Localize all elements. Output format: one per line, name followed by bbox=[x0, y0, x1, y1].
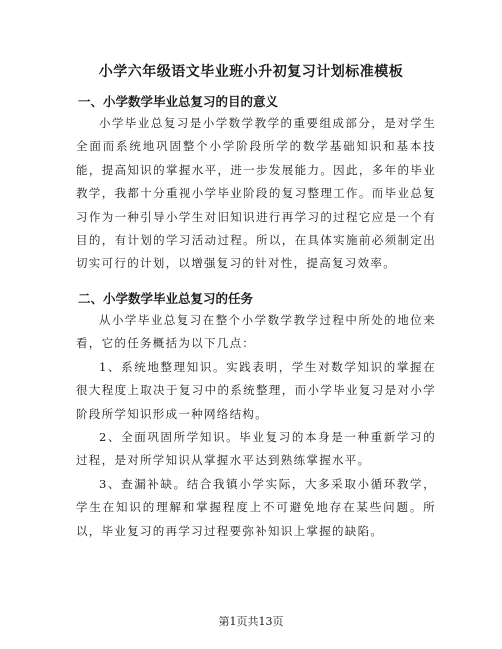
document-title: 小学六年级语文毕业班小升初复习计划标准模板 bbox=[98, 64, 404, 80]
section-heading-purpose: 一、小学数学毕业总复习的目的意义 bbox=[78, 94, 279, 109]
section-paragraph-item-3: 3、查漏补缺。结合我镇小学实际，大多采取小循环教学，学生在知识的理解和掌握程度上不可避免地存在某些问题。所以，毕业复习的再学习过程要弥补知识上掌握的缺陷。 bbox=[76, 477, 436, 538]
section-heading-tasks: 二、小学数学毕业总复习的任务 bbox=[78, 291, 254, 306]
section-paragraph-item-1: 1、系统地整理知识。实践表明，学生对数学知识的掌握在很大程度上取决于复习中的系统整理，而小学毕业复习是对小学阶段所学知识形成一种网络结构。 bbox=[76, 360, 436, 421]
section-paragraph-intro: 从小学毕业总复习在整个小学数学教学过程中所处的地位来看，它的任务概括为以下几点： bbox=[76, 313, 436, 351]
section-paragraph-item-2: 2、全面巩固所学知识。毕业复习的本身是一种重新学习的过程，是对所学知识从掌握水平达到熟练掌握水平。 bbox=[76, 430, 436, 468]
page-number: 第1页共13页 bbox=[218, 615, 284, 628]
section-paragraph-purpose: 小学毕业总复习是小学数学教学的重要组成部分，是对学生全面而系统地巩固整个小学阶段所学的数学基础知识和基本技能，提高知识的掌握水平，进一步发展能力。因此，多年的毕业教学，我都十分重视小学毕业阶段的复习整理工作。而毕业总复习作为一种引导小学生对旧知识进行再学习的过程它应是一个有目的，有计划的学习活动过程。所以，在具体实施前必须制定出切实可行的计划，以增强复习的针对性，提高复习效率。 bbox=[76, 116, 436, 271]
